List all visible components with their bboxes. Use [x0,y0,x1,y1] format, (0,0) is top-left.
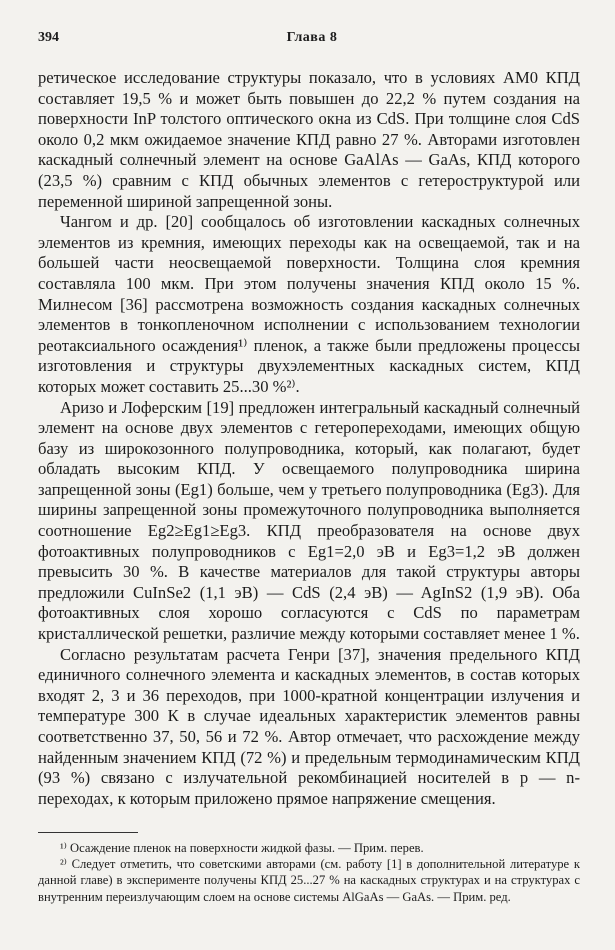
page-number: 394 [38,30,59,45]
paragraph-2: Чангом и др. [20] сообщалось об изготовлении каскадных солнечных элементов из кремния, имеющих переходы как на освещаемой, так и на большей части неосвещаемой поверхности. Толщина слоя кремния составляла 100 мкм. При этом получены значения КПД около 15 %. Милнесом [36] рассмотрена возможность создания каскадных солнечных элементов в тонкопленочном исполнении с использованием технологии реотаксиального осаждения¹⁾ пленок, а также были предложены процессы изготовления и структуры двухэлементных каскадных систем, КПД которых может составить 25...30 %²⁾. [38,212,580,396]
footnote-1: ¹⁾ Осаждение пленок на поверхности жидкой фазы. — Прим. перев. [60,841,424,855]
paragraph-3: Аризо и Лоферским [19] предложен интегральный каскадный солнечный элемент на основе двух элементов с гетеропереходами, имеющих общую базу из широкозонного полупроводника, который, как полагают, будет обладать высоким КПД. У освещаемого полупроводника ширина запрещенной зоны (Eg1) больше, чем у третьего полупроводника (Eg3). Для ширины запрещенной зоны промежуточного полупроводника выполняется соотношение Eg2≥Eg1≥Eg3. КПД преобразователя на основе двух фотоактивных полупроводников с Eg1=2,0 эВ и Eg3=1,2 эВ должен превысить 30 %. В качестве материалов для такой структуры авторы предложили CuInSe2 (1,1 эВ) — CdS (2,4 эВ) — AgInS2 (1,9 эВ). Оба фотоактивных слоя хорошо согласуются с CdS по параметрам кристаллической решетки, различие между которыми составляет менее 1 %. [38,397,580,644]
running-header [38,30,586,52]
paragraph-1: ретическое исследование структуры показало, что в условиях АМ0 КПД составляет 19,5 % и может быть повышен до 22,2 % путем создания на поверхности InP толстого оптического окна из CdS. При толщине слоя CdS около 0,2 мкм ожидаемое значение КПД равно 27 %. Авторами изготовлен каскадный солнечный элемент на основе GaAlAs — GaAs, КПД которого (23,5 %) сравним с КПД обычных элементов с гетероструктурой или переменной шириной запрещенной зоны. [38,68,580,211]
chapter-title: Глава 8 [286,30,338,45]
main-text [38,68,580,809]
footnote-2: ²⁾ Следует отметить, что советскими авторами (см. работу [1] в дополнительной литературе к данной главе) в эксперименте получены КПД 25...27 % на каскадных структурах и на структурах с внутренним переизлучающим слоем на основе системы AlGaAs — GaAs. — Прим. ред. [38,857,580,904]
footnotes [38,840,580,905]
paragraph-4: Согласно результатам расчета Генри [37], значения предельного КПД единичного солнечного элемента и каскадных элементов, в состав которых входят 2, 3 и 36 переходов, при 1000-кратной концентрации излучения и температуре 300 К в случае идеальных характеристик элементов равны соответственно 37, 50, 56 и 72 %. Автор отмечает, что расхождение между найденным значением КПД (72 %) и предельным термодинамическим КПД (93 %) связано с излучательной рекомбинацией носителей в p — n-переходах, к которым приложено прямое напряжение смещения. [38,644,580,808]
footnote-divider [38,832,138,833]
